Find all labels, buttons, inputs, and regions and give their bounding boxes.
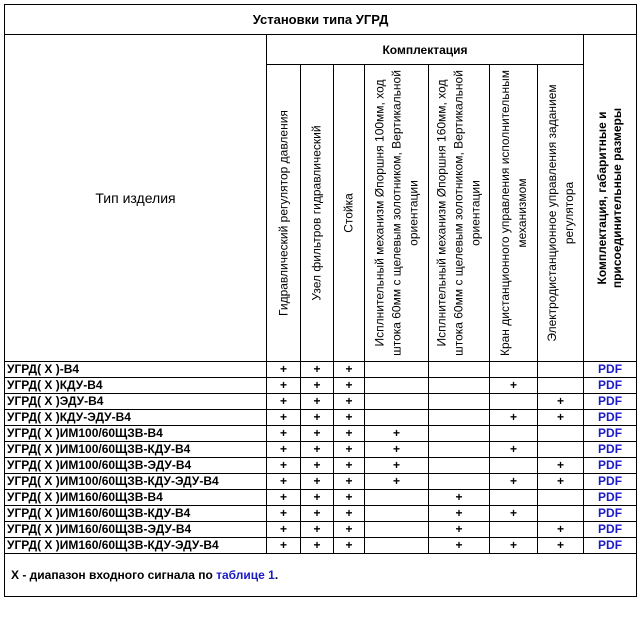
mark-cell	[429, 442, 490, 458]
column-header-6	[490, 65, 538, 362]
table-row	[5, 458, 637, 474]
mark-cell: +	[267, 362, 301, 378]
mark-cell: +	[538, 458, 584, 474]
mark-cell: +	[301, 442, 334, 458]
mark-cell: +	[334, 442, 365, 458]
mark-cell: +	[334, 490, 365, 506]
mark-cell: +	[267, 458, 301, 474]
type-header: Тип изделия	[5, 35, 267, 362]
pdf-cell	[584, 458, 637, 474]
product-name: УГРД( Х )ИМ100/60ЩЗВ-КДУ-В4	[5, 442, 267, 458]
mark-cell: +	[490, 378, 538, 394]
mark-cell: +	[334, 538, 365, 554]
mark-cell: +	[365, 474, 429, 490]
pdf-link[interactable]: PDF	[598, 426, 623, 440]
product-name: УГРД( Х )ИМ160/60ЩЗВ-ЭДУ-В4	[5, 522, 267, 538]
group-header: Комплектация	[267, 35, 584, 65]
mark-cell: +	[334, 378, 365, 394]
mark-cell: +	[429, 538, 490, 554]
mark-cell	[365, 506, 429, 522]
column-header-1	[267, 65, 301, 362]
column-header-label: Исплнительный механизм Øпоршня 160мм, ход штока 60мм с щелевым золотником, Вертикальной ориентации	[434, 70, 483, 356]
mark-cell: +	[365, 458, 429, 474]
mark-cell: +	[429, 490, 490, 506]
mark-cell: +	[301, 362, 334, 378]
mark-cell: +	[490, 474, 538, 490]
mark-cell: +	[538, 522, 584, 538]
mark-cell: +	[365, 426, 429, 442]
mark-cell: +	[267, 394, 301, 410]
pdf-cell	[584, 442, 637, 458]
mark-cell: +	[301, 426, 334, 442]
mark-cell: +	[267, 442, 301, 458]
product-name: УГРД( Х )ИМ100/60ЩЗВ-КДУ-ЭДУ-В4	[5, 474, 267, 490]
mark-cell	[365, 378, 429, 394]
mark-cell: +	[538, 538, 584, 554]
mark-cell: +	[301, 410, 334, 426]
mark-cell: +	[301, 394, 334, 410]
mark-cell	[429, 362, 490, 378]
mark-cell: +	[429, 522, 490, 538]
pdf-cell	[584, 474, 637, 490]
mark-cell: +	[267, 426, 301, 442]
table-row	[5, 538, 637, 554]
dims-header	[584, 35, 637, 362]
pdf-cell	[584, 410, 637, 426]
installations-table	[4, 4, 637, 597]
mark-cell: +	[267, 522, 301, 538]
mark-cell: +	[267, 538, 301, 554]
table-row	[5, 410, 637, 426]
table-row	[5, 442, 637, 458]
pdf-cell	[584, 506, 637, 522]
column-header-label: Стойка	[341, 193, 356, 233]
column-header-label: Исплнительный механизм Øпоршня 100мм, ход штока 60мм с щелевым золотником, Вертикальной ориентации	[372, 70, 420, 356]
table-row	[5, 490, 637, 506]
mark-cell: +	[267, 474, 301, 490]
mark-cell: +	[301, 458, 334, 474]
mark-cell: +	[429, 506, 490, 522]
pdf-link[interactable]: PDF	[598, 394, 623, 408]
pdf-cell	[584, 490, 637, 506]
product-name: УГРД( Х )ИМ160/60ЩЗВ-КДУ-В4	[5, 506, 267, 522]
product-name: УГРД( Х )ИМ100/60ЩЗВ-В4	[5, 426, 267, 442]
mark-cell	[538, 362, 584, 378]
mark-cell	[538, 378, 584, 394]
mark-cell	[429, 378, 490, 394]
mark-cell	[429, 426, 490, 442]
product-name: УГРД( Х )ИМ160/60ЩЗВ-В4	[5, 490, 267, 506]
mark-cell	[429, 410, 490, 426]
mark-cell	[365, 394, 429, 410]
mark-cell: +	[334, 426, 365, 442]
pdf-link[interactable]: PDF	[598, 538, 623, 552]
mark-cell	[429, 458, 490, 474]
pdf-link[interactable]: PDF	[598, 474, 623, 488]
column-header-label: Гидравлический регулятор давления	[276, 110, 290, 316]
column-header-label: Узел фильтров гидравлический	[309, 125, 324, 301]
table-row	[5, 362, 637, 378]
column-header-label: Кран дистанционного управления исполнительным механизмом	[497, 69, 529, 357]
column-header-3	[334, 65, 365, 362]
mark-cell: +	[334, 522, 365, 538]
mark-cell	[490, 362, 538, 378]
mark-cell: +	[301, 538, 334, 554]
mark-cell: +	[301, 522, 334, 538]
footnote-text: Х - диапазон входного сигнала по	[11, 568, 217, 582]
table-row	[5, 506, 637, 522]
mark-cell: +	[301, 474, 334, 490]
column-header-5	[429, 65, 490, 362]
footnote	[5, 554, 637, 597]
column-header-4	[365, 65, 429, 362]
mark-cell	[365, 538, 429, 554]
pdf-cell	[584, 538, 637, 554]
table-row	[5, 426, 637, 442]
mark-cell	[429, 394, 490, 410]
pdf-link[interactable]: PDF	[598, 522, 623, 536]
mark-cell: +	[490, 538, 538, 554]
mark-cell	[490, 490, 538, 506]
pdf-link[interactable]: PDF	[598, 410, 623, 424]
mark-cell	[365, 410, 429, 426]
mark-cell: +	[301, 506, 334, 522]
pdf-cell	[584, 394, 637, 410]
mark-cell	[490, 522, 538, 538]
column-header-2	[301, 65, 334, 362]
mark-cell: +	[267, 506, 301, 522]
column-header-7	[538, 65, 584, 362]
mark-cell	[365, 490, 429, 506]
table-row	[5, 474, 637, 490]
mark-cell: +	[538, 410, 584, 426]
mark-cell	[365, 522, 429, 538]
dims-header-label: Комплектация, габаритные и присоединительные размеры	[595, 107, 625, 289]
mark-cell: +	[490, 506, 538, 522]
column-header-label: Электродистанционное управления заданием регулятора	[544, 84, 576, 342]
mark-cell: +	[334, 410, 365, 426]
table-row	[5, 378, 637, 394]
mark-cell: +	[301, 490, 334, 506]
table-title: Установки типа УГРД	[5, 5, 637, 35]
mark-cell	[538, 442, 584, 458]
mark-cell: +	[334, 362, 365, 378]
pdf-link[interactable]: PDF	[598, 362, 623, 376]
table-row	[5, 394, 637, 410]
mark-cell	[538, 426, 584, 442]
mark-cell: +	[365, 442, 429, 458]
mark-cell	[429, 474, 490, 490]
mark-cell	[538, 506, 584, 522]
pdf-link[interactable]: PDF	[598, 458, 623, 472]
product-name: УГРД( Х )-В4	[5, 362, 267, 378]
product-name: УГРД( Х )ИМ160/60ЩЗВ-КДУ-ЭДУ-В4	[5, 538, 267, 554]
pdf-cell	[584, 378, 637, 394]
product-name: УГРД( Х )ИМ100/60ЩЗВ-ЭДУ-В4	[5, 458, 267, 474]
pdf-link[interactable]: PDF	[598, 378, 623, 392]
pdf-cell	[584, 426, 637, 442]
mark-cell: +	[334, 394, 365, 410]
table-row	[5, 522, 637, 538]
mark-cell: +	[538, 394, 584, 410]
mark-cell: +	[538, 474, 584, 490]
mark-cell: +	[334, 474, 365, 490]
mark-cell	[490, 394, 538, 410]
table-1-link[interactable]: таблице 1	[216, 568, 275, 582]
mark-cell	[490, 426, 538, 442]
pdf-link[interactable]: PDF	[598, 442, 623, 456]
pdf-link[interactable]: PDF	[598, 490, 623, 504]
mark-cell: +	[301, 378, 334, 394]
pdf-cell	[584, 362, 637, 378]
mark-cell	[490, 458, 538, 474]
mark-cell: +	[490, 410, 538, 426]
product-name: УГРД( Х )КДУ-В4	[5, 378, 267, 394]
pdf-link[interactable]: PDF	[598, 506, 623, 520]
footnote-end: .	[274, 568, 279, 582]
mark-cell: +	[267, 378, 301, 394]
mark-cell: +	[267, 410, 301, 426]
mark-cell	[538, 490, 584, 506]
product-name: УГРД( Х )КДУ-ЭДУ-В4	[5, 410, 267, 426]
mark-cell: +	[334, 506, 365, 522]
product-name: УГРД( Х )ЭДУ-В4	[5, 394, 267, 410]
mark-cell: +	[490, 442, 538, 458]
pdf-cell	[584, 522, 637, 538]
mark-cell: +	[267, 490, 301, 506]
mark-cell: +	[334, 458, 365, 474]
mark-cell	[365, 362, 429, 378]
